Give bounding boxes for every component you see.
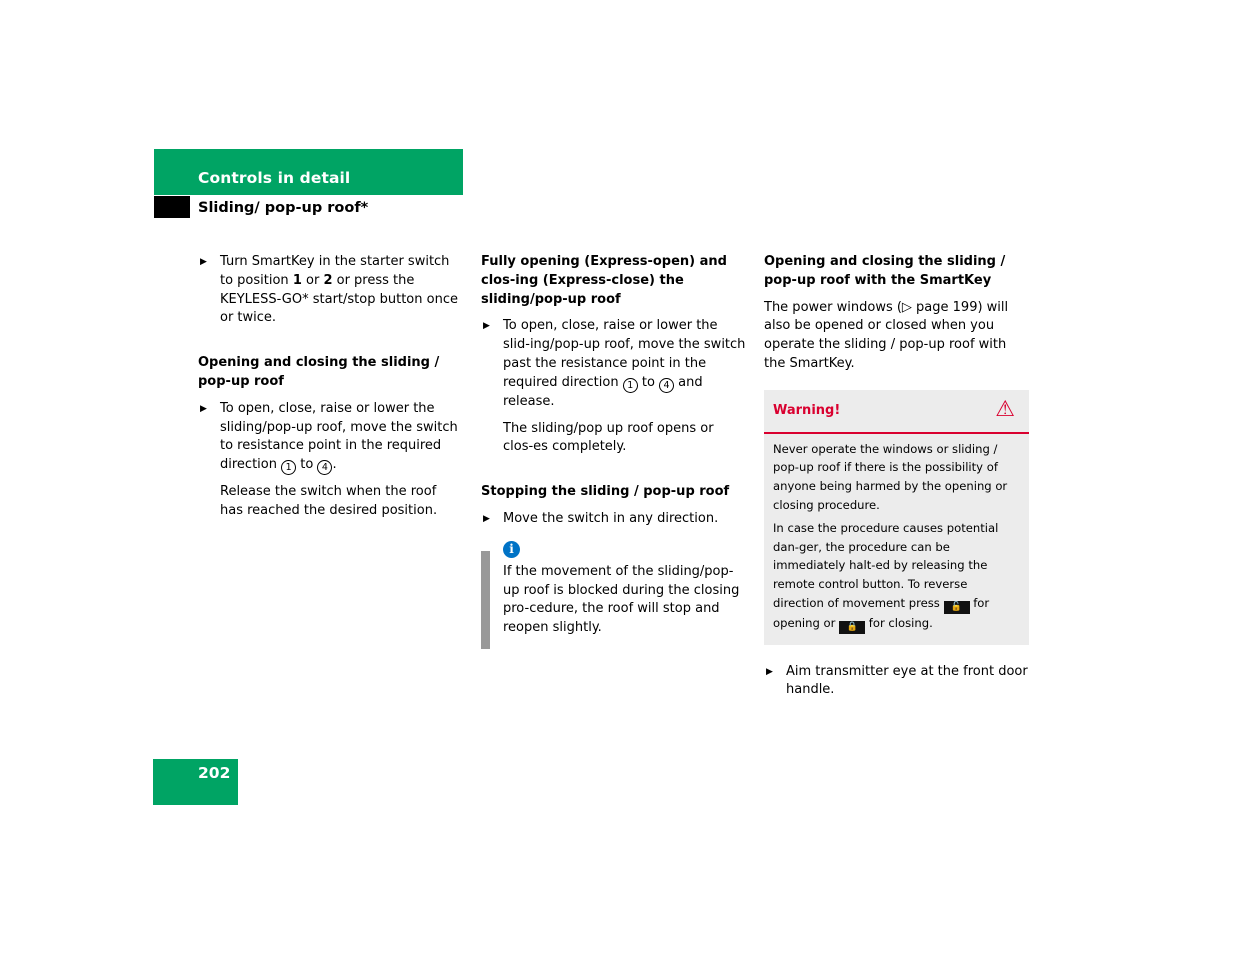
page-number: 202 xyxy=(198,764,231,782)
page-subtitle: Sliding/ pop-up roof* xyxy=(198,200,369,216)
bullet-arrow-icon: ▶ xyxy=(200,257,207,267)
warning-paragraph: In case the procedure causes potential dan-ger, the procedure can be immediately halt-ed by releasing the remote control button. To reverse direction of movement press 🔓 for opening or 🔒 for closing. xyxy=(773,521,999,632)
section-title: Controls in detail xyxy=(198,169,351,187)
info-bar xyxy=(481,551,490,649)
bullet-arrow-icon: ▶ xyxy=(483,513,490,524)
column-2 xyxy=(481,253,746,638)
column-3 xyxy=(764,253,1029,708)
warning-paragraph: Never operate the windows or sliding / pop-up roof if there is the possibility of anyone being harmed by the opening or closing procedure. xyxy=(773,441,1008,512)
instruction-step: ▶ To open, close, raise or lower the slid-ing/pop-up roof, move the switch past the resistance point in the required direction 1 to 4 and release. xyxy=(483,318,746,409)
info-icon: i xyxy=(503,541,520,558)
intro-paragraph: The power windows (▷ page 199) will also be opened or closed when you operate the sliding / pop-up roof with the SmartKey. xyxy=(764,299,1009,371)
warning-header xyxy=(764,390,1029,434)
warning-body xyxy=(764,434,1029,645)
bullet-arrow-icon: ▶ xyxy=(483,321,490,332)
section-tab-marker xyxy=(154,196,190,218)
direction-1-icon: 1 xyxy=(623,378,638,393)
section-heading: Opening and closing the sliding / pop-up roof with the SmartKey xyxy=(764,254,1006,288)
bullet-arrow-icon: ▶ xyxy=(766,666,773,677)
section-heading: Stopping the sliding / pop-up roof xyxy=(481,484,730,500)
bullet-arrow-icon: ▶ xyxy=(200,403,207,414)
instruction-step: ▶ Turn SmartKey in the starter switch to position 1 or 2 or press the KEYLESS-GO* start/stop button once or twice. xyxy=(200,254,458,326)
instruction-step: ▶ To open, close, raise or lower the sliding/pop-up roof, move the switch to resistance point in the required direction 1 to 4 . xyxy=(200,400,458,474)
step-note: The sliding/pop up roof opens or clos-es completely. xyxy=(503,420,714,455)
warning-triangle-icon: ⚠ xyxy=(995,396,1015,422)
direction-4-icon: 4 xyxy=(659,378,674,393)
step-note: Release the switch when the roof has reached the desired position. xyxy=(220,484,438,518)
info-text: If the movement of the sliding/pop-up roof is blocked during the closing pro-cedure, the roof will stop and reopen slightly. xyxy=(503,563,740,636)
instruction-step: ▶ Move the switch in any direction. xyxy=(481,510,746,529)
column-1 xyxy=(198,253,463,529)
info-note xyxy=(481,541,746,638)
section-heading: Opening and closing the sliding / pop-up roof xyxy=(198,355,440,389)
lock-button-icon: 🔒 xyxy=(839,621,865,634)
direction-4-icon: 4 xyxy=(317,460,332,475)
warning-title: Warning! xyxy=(773,402,841,418)
unlock-button-icon: 🔓 xyxy=(944,601,970,614)
section-heading: Fully opening (Express-open) and clos-ing (Express-close) the sliding/pop-up roof xyxy=(481,254,727,307)
direction-1-icon: 1 xyxy=(281,460,296,475)
warning-box xyxy=(764,390,1029,645)
instruction-step: ▶ Aim transmitter eye at the front door handle. xyxy=(766,663,1028,698)
